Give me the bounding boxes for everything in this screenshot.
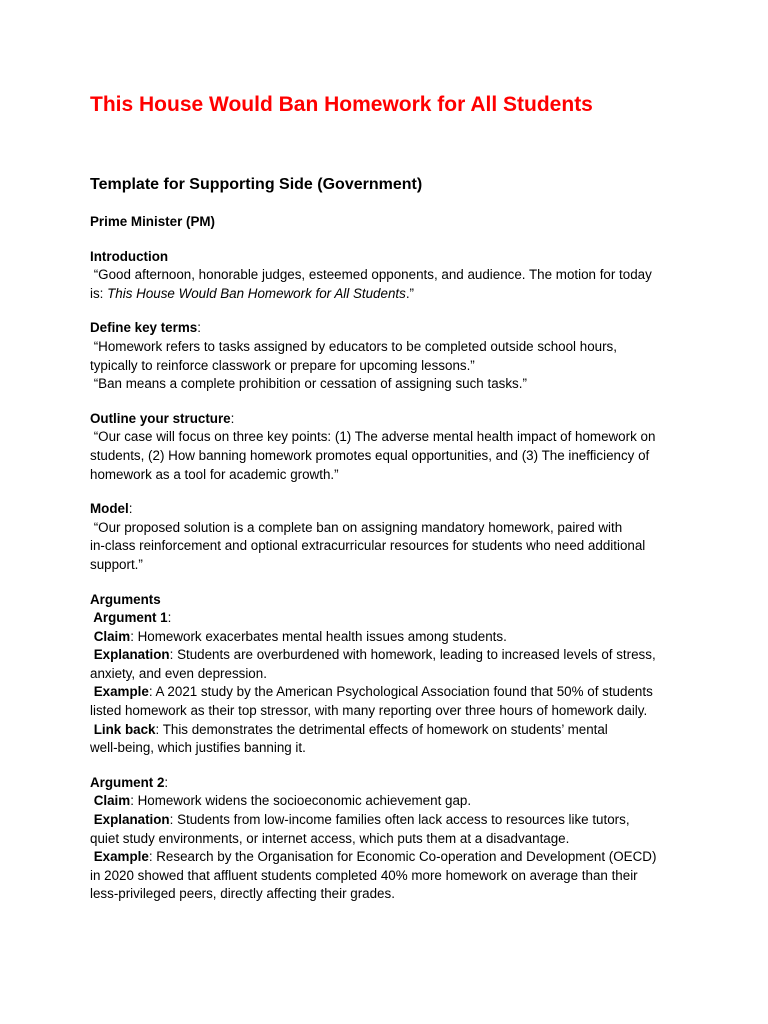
argument-1-explanation-line-2: anxiety, and even depression. bbox=[90, 665, 267, 681]
introduction-prefix: is: bbox=[90, 285, 108, 301]
argument-2-heading: Argument 2 bbox=[90, 774, 165, 790]
argument-1-example-line-2: listed homework as their top stressor, with many reporting over three hours of homework daily. bbox=[90, 703, 648, 719]
define-key-terms-heading: Define key terms bbox=[90, 320, 198, 336]
model-heading-line bbox=[90, 500, 690, 519]
arguments-heading: Arguments bbox=[90, 591, 161, 607]
outline-structure-heading-line bbox=[90, 410, 690, 429]
explanation-text: : Students are overburdened with homework, leading to increased levels of stress, bbox=[169, 647, 656, 663]
define-key-terms-colon: : bbox=[197, 320, 201, 336]
argument-1-explanation bbox=[90, 646, 690, 665]
claim-text: : Homework exacerbates mental health issues among students. bbox=[130, 628, 507, 644]
argument-1-linkback bbox=[90, 721, 690, 740]
example-label: Example bbox=[90, 849, 149, 865]
argument-1-colon: : bbox=[167, 610, 172, 626]
argument-1-heading: Argument 1 bbox=[90, 610, 168, 626]
example-text: : A 2021 study by the American Psychological Association found that 50% of students bbox=[148, 684, 653, 700]
define-key-terms-line-3: “Ban means a complete prohibition or cessation of assigning such tasks.” bbox=[90, 376, 527, 392]
introduction-line-2 bbox=[90, 285, 690, 304]
model-heading: Model bbox=[90, 501, 129, 517]
model-line-2: in-class reinforcement and optional extracurricular resources for students who need additional bbox=[90, 538, 646, 554]
document-title: This House Would Ban Homework for All Students bbox=[90, 93, 593, 116]
example-text: : Research by the Organisation for Economic Co-operation and Development (OECD) bbox=[148, 849, 657, 865]
outline-structure-line-3: homework as a tool for academic growth.” bbox=[90, 466, 339, 482]
define-key-terms-line-2: typically to reinforce classwork or prepare for upcoming lessons.” bbox=[90, 357, 475, 373]
linkback-label: Link back bbox=[90, 721, 156, 737]
argument-2-colon: : bbox=[164, 774, 169, 790]
introduction-line-1: “Good afternoon, honorable judges, esteemed opponents, and audience. The motion for today bbox=[90, 267, 652, 283]
explanation-text: : Students from low-income families often lack access to resources like tutors, bbox=[169, 812, 630, 828]
argument-1-linkback-line-2: well-being, which justifies banning it. bbox=[90, 740, 306, 756]
claim-label: Claim bbox=[90, 628, 131, 644]
outline-structure-colon: : bbox=[230, 410, 235, 426]
model-colon: : bbox=[128, 501, 133, 517]
document-subtitle: Template for Supporting Side (Government) bbox=[90, 176, 423, 193]
argument-2-explanation bbox=[90, 811, 690, 830]
introduction-heading: Introduction bbox=[90, 248, 169, 264]
outline-structure-heading: Outline your structure bbox=[90, 410, 231, 426]
linkback-text: : This demonstrates the detrimental effects of homework on students’ mental bbox=[155, 721, 608, 737]
explanation-label: Explanation bbox=[90, 812, 170, 828]
argument-2-claim bbox=[90, 792, 690, 811]
claim-label: Claim bbox=[90, 793, 131, 809]
role-heading: Prime Minister (PM) bbox=[90, 214, 216, 229]
argument-2-heading-line bbox=[90, 774, 690, 793]
argument-2-example-line-2: in 2020 showed that affluent students completed 40% more homework on average than their bbox=[90, 867, 638, 883]
argument-2-explanation-line-2: quiet study environments, or internet access, which puts them at a disadvantage. bbox=[90, 830, 570, 846]
outline-structure-line-1: “Our case will focus on three key points: (1) The adverse mental health impact of homework on bbox=[90, 429, 656, 445]
argument-2-example bbox=[90, 848, 690, 867]
document-body bbox=[90, 213, 690, 904]
argument-1-claim bbox=[90, 628, 690, 647]
define-key-terms-heading-line bbox=[90, 319, 690, 338]
claim-text: : Homework widens the socioeconomic achievement gap. bbox=[130, 793, 472, 809]
introduction-suffix: .” bbox=[405, 285, 414, 301]
example-label: Example bbox=[90, 684, 149, 700]
define-key-terms-line-1: “Homework refers to tasks assigned by educators to be completed outside school hours, bbox=[90, 338, 617, 354]
motion-text: This House Would Ban Homework for All Students bbox=[107, 285, 406, 301]
argument-1-heading-line bbox=[90, 609, 690, 628]
model-line-1: “Our proposed solution is a complete ban on assigning mandatory homework, paired with bbox=[90, 519, 623, 535]
argument-2-example-line-3: less-privileged peers, directly affecting their grades. bbox=[90, 886, 395, 902]
model-line-3: support.” bbox=[90, 556, 143, 572]
outline-structure-line-2: students, (2) How banning homework promotes equal opportunities, and (3) The inefficiency of bbox=[90, 447, 650, 463]
argument-1-example bbox=[90, 683, 690, 702]
explanation-label: Explanation bbox=[90, 647, 170, 663]
